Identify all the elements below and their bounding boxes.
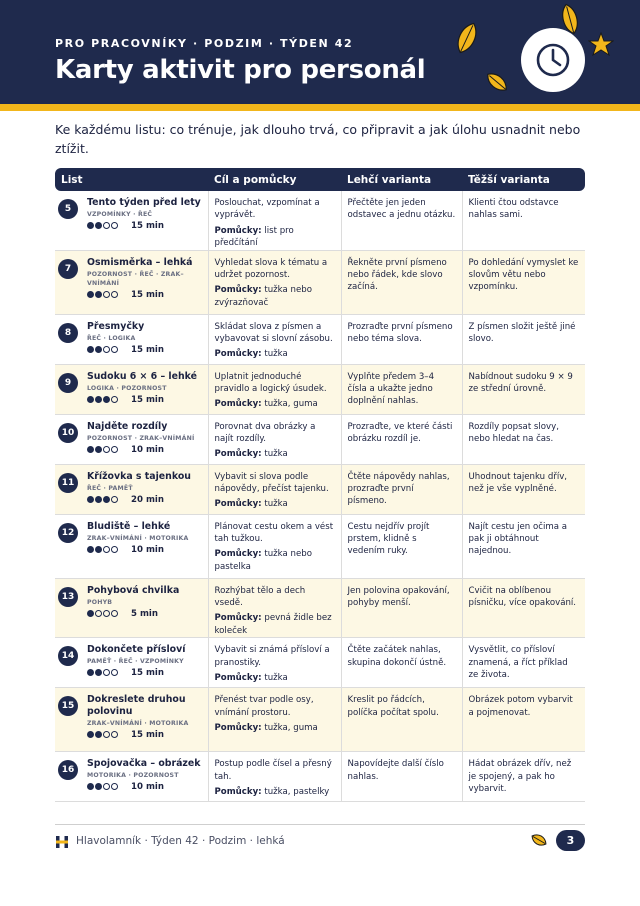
- difficulty-dot: [111, 783, 118, 790]
- table-row: [55, 514, 585, 578]
- harder-cell: Obrázek potom vybarvit a pojmenovat.: [462, 688, 585, 752]
- difficulty-rating: [87, 395, 119, 405]
- difficulty-dot: [95, 291, 102, 298]
- column-header-harder: Těžší varianta: [462, 168, 585, 191]
- difficulty-dot: [111, 446, 118, 453]
- activity-duration: 15 min: [131, 394, 164, 405]
- easier-cell: Napovídejte další číslo nahlas.: [341, 752, 462, 802]
- difficulty-dot: [95, 496, 102, 503]
- goal-cell: [208, 514, 341, 578]
- easier-cell: Jen polovina opakování, pohyby menší.: [341, 578, 462, 638]
- tools-text: tužka, guma: [264, 723, 318, 734]
- activity-tags: POHYB: [87, 598, 113, 606]
- difficulty-dot: [87, 222, 94, 229]
- tools-text: tužka, pastelky: [264, 787, 330, 798]
- goal-cell: [208, 364, 341, 414]
- tools-label: Pomůcky:: [214, 349, 262, 360]
- activity-tags: LOGIKA · POZORNOST: [87, 384, 167, 392]
- activity-duration: 5 min: [131, 608, 158, 619]
- table-row: [55, 250, 585, 314]
- difficulty-dot: [87, 783, 94, 790]
- table-row: [55, 364, 585, 414]
- difficulty-dot: [103, 446, 110, 453]
- tools-text: tužka: [264, 673, 288, 684]
- activity-tags: ŘEČ · PAMĚŤ: [87, 484, 133, 492]
- difficulty-dot: [87, 669, 94, 676]
- table-row: [55, 414, 585, 464]
- tools-line: [215, 786, 335, 798]
- sheet-number: 9: [58, 373, 78, 393]
- tools-text: tužka: [264, 449, 288, 460]
- activity-meta: [87, 494, 202, 506]
- difficulty-dot: [95, 783, 102, 790]
- easier-cell: Vyplňte předem 3–4 čísla a ukažte jedno doplnění nahlas.: [341, 364, 462, 414]
- activity-duration: 20 min: [131, 494, 164, 505]
- page-header: [0, 0, 640, 104]
- table-row: [55, 191, 585, 250]
- harder-cell: Klienti čtou odstavce nahlas sami.: [462, 191, 585, 250]
- activity-name: Dokreslete druhou polovinu: [87, 694, 186, 718]
- activity-tags: PAMĚŤ · ŘEČ · VZPOMÍNKY: [87, 658, 184, 666]
- intro-text: Ke každému listu: co trénuje, jak dlouho trvá, co připravit a jak úlohu usnadnit nebo ztížit.: [55, 122, 581, 156]
- harder-cell: Z písmen složit ještě jiné slovo.: [462, 314, 585, 364]
- difficulty-dot: [87, 446, 94, 453]
- sheet-number: 8: [58, 323, 78, 343]
- difficulty-dot: [95, 669, 102, 676]
- goal-cell: [208, 638, 341, 688]
- tools-line: [215, 398, 335, 410]
- tools-text: tužka, guma: [264, 399, 318, 410]
- tools-line: [215, 498, 335, 510]
- difficulty-dot: [87, 610, 94, 617]
- easier-cell: Čtěte začátek nahlas, skupina dokončí ústně.: [341, 638, 462, 688]
- difficulty-dot: [95, 546, 102, 553]
- table-row: [55, 578, 585, 638]
- table-header-row: [55, 168, 585, 191]
- goal-text: Vybavit si slova podle nápovědy, přečíst tajenku.: [214, 471, 329, 495]
- goal-cell: [208, 191, 341, 250]
- activity-tags: MOTORIKA · POZORNOST: [87, 772, 179, 780]
- difficulty-rating: [87, 609, 119, 619]
- easier-cell: Řekněte první písmeno nebo řádek, kde slovo začíná.: [341, 250, 462, 314]
- tools-line: [215, 448, 335, 460]
- sheet-number: 14: [58, 646, 78, 666]
- sheet-number: 15: [58, 696, 78, 716]
- tools-text: tužka: [264, 499, 288, 510]
- sheet-number: 5: [58, 199, 78, 219]
- sheet-number: 13: [58, 587, 78, 607]
- activity-meta: [87, 344, 202, 356]
- difficulty-dot: [103, 783, 110, 790]
- header-stripe: [0, 104, 640, 111]
- harder-cell: Hádat obrázek dřív, než je spojený, a pak ho vybarvit.: [462, 752, 585, 802]
- table-row: [55, 752, 585, 802]
- difficulty-dot: [111, 546, 118, 553]
- sheet-number: 11: [58, 473, 78, 493]
- difficulty-dot: [95, 396, 102, 403]
- easier-cell: Prozraďte první písmeno nebo téma slova.: [341, 314, 462, 364]
- activity-name: Bludiště – lehké: [87, 520, 171, 532]
- tools-line: [215, 722, 335, 734]
- table-row: [55, 688, 585, 752]
- difficulty-dot: [95, 610, 102, 617]
- tools-text: tužka nebo pastelka: [214, 549, 312, 572]
- leaf-icon: [483, 68, 511, 96]
- activity-meta: [87, 444, 202, 456]
- activity-duration: 15 min: [131, 289, 164, 300]
- leaf-icon: [452, 20, 482, 56]
- column-header-list: List: [55, 168, 208, 191]
- clock-badge: [521, 28, 585, 92]
- table-row: [55, 638, 585, 688]
- goal-cell: [208, 752, 341, 802]
- tools-line: [215, 348, 335, 360]
- goal-cell: [208, 314, 341, 364]
- goal-cell: [208, 688, 341, 752]
- difficulty-rating: [87, 290, 119, 300]
- activity-name: Osmisměrka – lehká: [87, 256, 193, 268]
- goal-text: Postup podle čísel a přesný tah.: [214, 759, 332, 782]
- difficulty-dot: [87, 546, 94, 553]
- activity-tags: POZORNOST · ŘEČ · ZRAK–VNÍMÁNÍ: [87, 270, 184, 287]
- tools-label: Pomůcky:: [214, 225, 262, 236]
- goal-text: Rozhýbat tělo a dech vsedě.: [214, 585, 306, 609]
- activity-name: Přesmyčky: [87, 320, 145, 332]
- difficulty-dot: [87, 396, 94, 403]
- difficulty-rating: [87, 445, 119, 455]
- activity-meta: [87, 667, 202, 679]
- difficulty-rating: [87, 668, 119, 678]
- activity-duration: 15 min: [131, 221, 164, 231]
- difficulty-rating: [87, 782, 119, 792]
- difficulty-rating: [87, 545, 119, 555]
- goal-cell: [208, 464, 341, 514]
- difficulty-dot: [103, 346, 110, 353]
- difficulty-dot: [87, 291, 94, 298]
- goal-text: Vybavit si známá přísloví a pranostiky.: [214, 645, 330, 668]
- harder-cell: Uhodnout tajenku dřív, než je vše vyplněné.: [462, 464, 585, 514]
- difficulty-dot: [95, 346, 102, 353]
- difficulty-dot: [103, 396, 110, 403]
- footer-text: Hlavolamník · Týden 42 · Podzim · lehká: [76, 835, 285, 847]
- activity-meta: [87, 289, 202, 301]
- tools-text: list pro předčítání: [214, 225, 294, 249]
- difficulty-dot: [87, 731, 94, 738]
- activity-meta: [87, 544, 202, 556]
- leaf-icon: [528, 831, 550, 849]
- logo-icon: [55, 835, 69, 849]
- tools-text: pevná židle bez koleček: [214, 613, 332, 636]
- activity-cell: [55, 752, 208, 802]
- goal-text: Skládat slova z písmen a vybavovat si slovní zásobu.: [214, 321, 333, 345]
- harder-cell: Vysvětlit, co přísloví znamená, a říct příklad ze života.: [462, 638, 585, 688]
- tools-label: Pomůcky:: [214, 613, 262, 624]
- difficulty-dot: [103, 496, 110, 503]
- difficulty-dot: [103, 222, 110, 229]
- activity-meta: [87, 608, 202, 620]
- harder-cell: Nabídnout sudoku 9 × 9 ze střední úrovně.: [462, 364, 585, 414]
- table-row: [55, 314, 585, 364]
- goal-cell: [208, 414, 341, 464]
- difficulty-rating: [87, 730, 119, 740]
- easier-cell: Přečtěte jen jeden odstavec a jednu otázku.: [341, 191, 462, 250]
- activity-cell: [55, 578, 208, 638]
- difficulty-rating: [87, 495, 119, 505]
- difficulty-dot: [95, 731, 102, 738]
- tools-line: [215, 225, 335, 250]
- tools-text: tužka: [264, 349, 288, 360]
- difficulty-dot: [111, 396, 118, 403]
- difficulty-dot: [111, 291, 118, 298]
- activity-name: Najděte rozdíly: [87, 420, 168, 432]
- goal-cell: [208, 250, 341, 314]
- activity-tags: ZRAK–VNÍMÁNÍ · MOTORIKA: [87, 534, 189, 542]
- difficulty-dot: [87, 346, 94, 353]
- activity-duration: 10 min: [131, 544, 164, 555]
- easier-cell: Prozraďte, ve které části obrázku rozdíl je.: [341, 414, 462, 464]
- activity-name: Dokončete přísloví: [87, 644, 186, 656]
- harder-cell: Najít cestu jen očima a pak ji obtáhnout najednou.: [462, 514, 585, 578]
- sheet-number: 16: [58, 760, 78, 780]
- activity-meta: [87, 220, 202, 232]
- activity-cell: [55, 364, 208, 414]
- clock-icon: [521, 28, 585, 92]
- difficulty-dot: [111, 346, 118, 353]
- activity-cell: [55, 314, 208, 364]
- footer-divider: [55, 824, 585, 825]
- sheet-number: 10: [58, 423, 78, 443]
- tools-text: tužka nebo zvýrazňovač: [214, 285, 312, 308]
- activity-cell: [55, 464, 208, 514]
- activity-duration: 15 min: [131, 730, 164, 741]
- activity-name: Tento týden před lety: [87, 197, 201, 208]
- activity-name: Pohybová chvilka: [87, 584, 180, 596]
- activity-duration: 15 min: [131, 344, 164, 355]
- tools-label: Pomůcky:: [214, 723, 262, 734]
- activity-meta: [87, 729, 202, 741]
- header-eyebrow: PRO PRACOVNÍKY · PODZIM · TÝDEN 42: [55, 37, 354, 50]
- easier-cell: Kreslit po řádcích, políčka počítat spolu.: [341, 688, 462, 752]
- activity-name: Sudoku 6 × 6 – lehké: [87, 370, 197, 382]
- tools-label: Pomůcky:: [214, 285, 262, 296]
- activity-table: [55, 168, 585, 802]
- difficulty-dot: [111, 222, 118, 229]
- goal-cell: [208, 578, 341, 638]
- tools-label: Pomůcky:: [214, 399, 262, 410]
- difficulty-dot: [111, 610, 118, 617]
- tools-label: Pomůcky:: [214, 549, 262, 560]
- goal-text: Přenést tvar podle osy, vnímání prostoru.: [214, 695, 314, 718]
- activity-name: Spojovačka – obrázek: [87, 758, 201, 770]
- difficulty-dot: [95, 222, 102, 229]
- difficulty-dot: [103, 731, 110, 738]
- activity-tags: VZPOMÍNKY · ŘEČ: [87, 211, 153, 218]
- activity-cell: [55, 688, 208, 752]
- column-header-easier: Lehčí varianta: [341, 168, 462, 191]
- activity-duration: 10 min: [131, 444, 164, 455]
- difficulty-dot: [111, 731, 118, 738]
- easier-cell: Cestu nejdřív projít prstem, klidně s vedením ruky.: [341, 514, 462, 578]
- difficulty-dot: [103, 669, 110, 676]
- difficulty-dot: [103, 546, 110, 553]
- activity-tags: ŘEČ · LOGIKA: [87, 334, 136, 342]
- activity-cell: [55, 414, 208, 464]
- goal-text: Uplatnit jednoduché pravidlo a logický úsudek.: [214, 371, 327, 395]
- easier-cell: Čtěte nápovědy nahlas, prozraďte první písmeno.: [341, 464, 462, 514]
- tools-line: [215, 548, 335, 573]
- difficulty-dot: [103, 610, 110, 617]
- difficulty-dot: [87, 496, 94, 503]
- activity-tags: POZORNOST · ZRAK–VNÍMÁNÍ: [87, 434, 195, 442]
- goal-text: Poslouchat, vzpomínat a vyprávět.: [214, 198, 320, 221]
- goal-text: Plánovat cestu okem a vést tah tužkou.: [214, 521, 334, 545]
- harder-cell: Cvičit na oblíbenou písničku, více opakování.: [462, 578, 585, 638]
- activity-meta: [87, 394, 202, 406]
- page-title: Karty aktivit pro personál: [55, 55, 426, 85]
- harder-cell: Po dohledání vymyslet ke slovům větu nebo vzpomínku.: [462, 250, 585, 314]
- difficulty-dot: [103, 291, 110, 298]
- tools-line: [215, 612, 335, 637]
- sheet-number: 7: [58, 259, 78, 279]
- difficulty-dot: [111, 669, 118, 676]
- activity-cell: [55, 191, 208, 250]
- harder-cell: Rozdíly popsat slovy, nebo hledat na čas.: [462, 414, 585, 464]
- activity-name: Křížovka s tajenkou: [87, 470, 191, 482]
- sheet-number: 12: [58, 523, 78, 543]
- activity-cell: [55, 514, 208, 578]
- activity-duration: 15 min: [131, 668, 164, 679]
- activity-duration: 10 min: [131, 782, 164, 793]
- difficulty-rating: [87, 345, 119, 355]
- difficulty-rating: [87, 221, 119, 231]
- difficulty-dot: [111, 496, 118, 503]
- difficulty-dot: [95, 446, 102, 453]
- tools-line: [215, 284, 335, 309]
- tools-label: Pomůcky:: [214, 499, 262, 510]
- activity-cell: [55, 250, 208, 314]
- tools-label: Pomůcky:: [214, 449, 262, 460]
- table-row: [55, 464, 585, 514]
- activity-meta: [87, 781, 202, 793]
- activity-tags: ZRAK–VNÍMÁNÍ · MOTORIKA: [87, 720, 189, 728]
- page-number: 3: [556, 830, 585, 851]
- goal-text: Porovnat dva obrázky a najít rozdíly.: [214, 421, 316, 445]
- star-leaf-icon: [588, 32, 614, 58]
- tools-label: Pomůcky:: [214, 787, 262, 798]
- activity-cell: [55, 638, 208, 688]
- tools-line: [215, 672, 335, 684]
- column-header-goal: Cíl a pomůcky: [208, 168, 341, 191]
- tools-label: Pomůcky:: [214, 673, 262, 684]
- goal-text: Vyhledat slova k tématu a udržet pozornost.: [214, 257, 328, 281]
